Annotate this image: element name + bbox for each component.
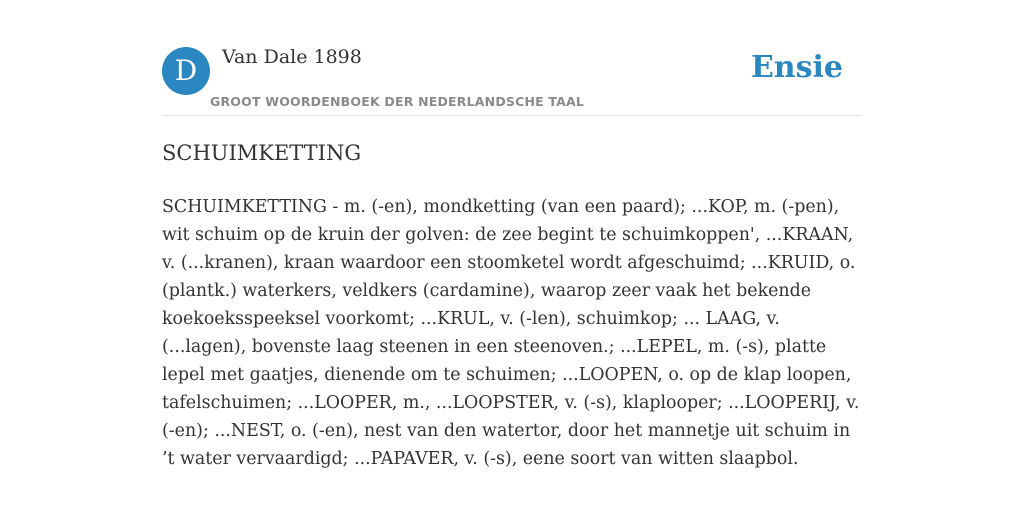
entry-definition: SCHUIMKETTING - m. (-en), mondketting (van een paard); ...KOP, m. (-pen), wit schuim op de kruin der golven: de zee begint te schuimkoppen', ...KRAAN, v. (...kranen), kraan waardoor een stoomketel wordt afgeschuimd; ...KRUID, o. (plantk.) waterkers, veldkers (cardamine), waarop zeer vaak het bekende koekoeksspeeksel voorkomt; ...KRUL, v. (-len), schuimkop; ... LAAG, v. (...lagen), bovenste laag steenen in een steenoven.; ...LEPEL, m. (-s), platte lepel met gaatjes, dienende om te schuimen; ...LOOPEN, o. op de klap loopen, tafelschuimen; ...LOOPER, m., ...LOOPSTER, v. (-s), klaplooper; ...LOOPERIJ, v. (-en); ...NEST, o. (-en), nest van den watertor, door het mannetje uit schuim in ’t water vervaardigd; ...PAPAVER, v. (-s), eene soort van witten slaapbol. <box>162 197 860 469</box>
source-title[interactable]: Van Dale 1898 <box>222 46 362 68</box>
source-subtitle: GROOT WOORDENBOEK DER NEDERLANDSCHE TAAL <box>210 94 585 109</box>
source-header <box>162 0 862 116</box>
source-avatar[interactable]: D <box>162 47 210 95</box>
entry-title: SCHUIMKETTING <box>162 141 362 165</box>
brand-logo[interactable]: Ensie <box>750 50 843 85</box>
entry-card <box>162 0 862 469</box>
